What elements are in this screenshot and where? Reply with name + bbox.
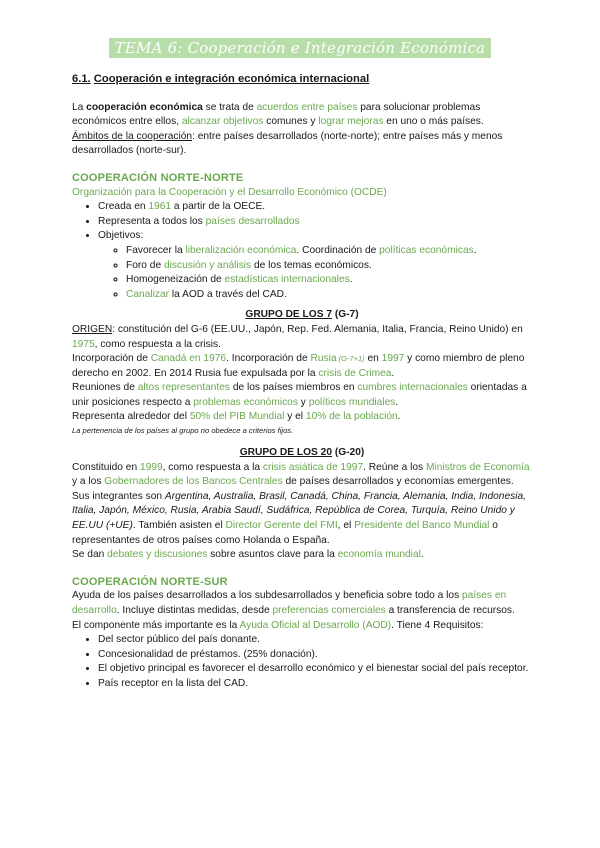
g20-debates: Se dan debates y discusiones sobre asuntos clave para la economía mundial. — [72, 549, 424, 561]
section-heading-6-1 — [72, 72, 532, 87]
content — [72, 72, 532, 692]
requisitos-list — [72, 633, 532, 691]
g20-constituido: Constituido en 1999, como respuesta a la crisis asiática de 1997. Reúne a los Ministros de Economía y a los Gobernadores de los Bancos Centrales de países desarrollados y economías emergentes. — [72, 461, 530, 488]
g7-incorporacion: Incorporación de Canadá en 1976. Incorporación de Rusia (G-7+1) en 1997 y como miembro de pleno derecho en 2002. En 2014 Rusia fue expulsada por la crisis de Crimea. — [72, 353, 525, 379]
page-title: TEMA 6: Cooperación e Integración Económica — [109, 38, 492, 58]
objetivos-list — [98, 244, 532, 302]
g7-representa: Representa alrededor del 50% del PIB Mundial y el 10% de la población. — [72, 411, 401, 423]
list-item: ◦ Homogeneización de estadísticas internacionales. — [126, 273, 532, 288]
g7-note: La pertenencia de los países al grupo no obedece a criterios fijos. — [72, 426, 294, 436]
list-item: • El objetivo principal es favorecer el desarrollo económico y el bienestar social del país receptor. — [98, 662, 532, 677]
g20-heading: GRUPO DE LOS 20 (G-20) — [239, 447, 365, 459]
ocde-list — [72, 200, 532, 302]
list-item: • Representa a todos los países desarrollados — [98, 215, 532, 230]
list-item: • Creada en 1961 a partir de la OECE. — [98, 200, 532, 215]
g7-reuniones: Reuniones de altos representantes de los países miembros en cumbres internacionales orientadas a unir posiciones respecto a problemas económicos y políticos mundiales. — [72, 382, 527, 408]
list-item: • País receptor en la lista del CAD. — [98, 677, 532, 692]
title-wrap — [0, 38, 600, 58]
list-item: • Concesionalidad de préstamos. (25% donación). — [98, 648, 532, 663]
g7-heading: GRUPO DE LOS 7 (G-7) — [245, 309, 359, 321]
list-item: • Objetivos: ◦ Favorecer la liberalización económica. Coordinación de políticas económicas. ◦ Foro de discusión y análisis de los temas económicos. ◦ Homogeneización de estadísticas internacionales. ◦ Canalizar la AOD a través del CAD. — [98, 229, 532, 302]
ns-paragraph-1: Ayuda de los países desarrollados a los subdesarrollados y beneficia sobre todo a los países en desarrollo. Incluye distintas medidas, desde preferencias comerciales a transferencia de recursos. — [72, 590, 515, 616]
list-item: ◦ Canalizar la AOD a través del CAD. — [126, 288, 532, 303]
ocde-line: Organización para la Cooperación y el Desarrollo Económico (OCDE) — [72, 186, 387, 198]
list-item: ◦ Favorecer la liberalización económica. Coordinación de políticas económicas. — [126, 244, 532, 259]
g20-integrantes: Sus integrantes son Argentina, Australia, Brasil, Canadá, China, Francia, Alemania, India, Indonesia, Italia, Japón, México, Rusia, Arabia Saudí, Sudáfrica, República de Corea, Turquía, Reino Unido y EE.UU (+UE). También asisten el Director Gerente del FMI, el Presidente del Banco Mundial o representantes de otros países como Holanda o España. — [72, 490, 526, 546]
g7-origen: ORIGEN: constitución del G-6 (EE.UU., Japón, Rep. Fed. Alemania, Italia, Francia, Reino Unido) en 1975, como respuesta a la crisis. — [72, 323, 523, 350]
list-item: • Del sector público del país donante. — [98, 633, 532, 648]
section-number: 6.1. — [72, 73, 91, 85]
norte-norte-heading: COOPERACIÓN NORTE-NORTE — [72, 171, 244, 184]
ns-paragraph-2: El componente más importante es la Ayuda Oficial al Desarrollo (AOD). Tiene 4 Requisitos: — [72, 619, 484, 631]
list-item: ◦ Foro de discusión y análisis de los temas económicos. — [126, 259, 532, 274]
intro-paragraph: La cooperación económica se trata de acuerdos entre países para solucionar problemas económicos entre ellos, alcanzar objetivos comunes y lograr mejoras en uno o más países. Ámbitos de la cooperación: entre países desarrollados (norte-norte); entre países más y menos desarrollados (norte-sur). — [72, 101, 503, 157]
norte-sur-heading: COOPERACIÓN NORTE-SUR — [72, 575, 228, 588]
section-title: Cooperación e integración económica internacional — [93, 73, 370, 85]
